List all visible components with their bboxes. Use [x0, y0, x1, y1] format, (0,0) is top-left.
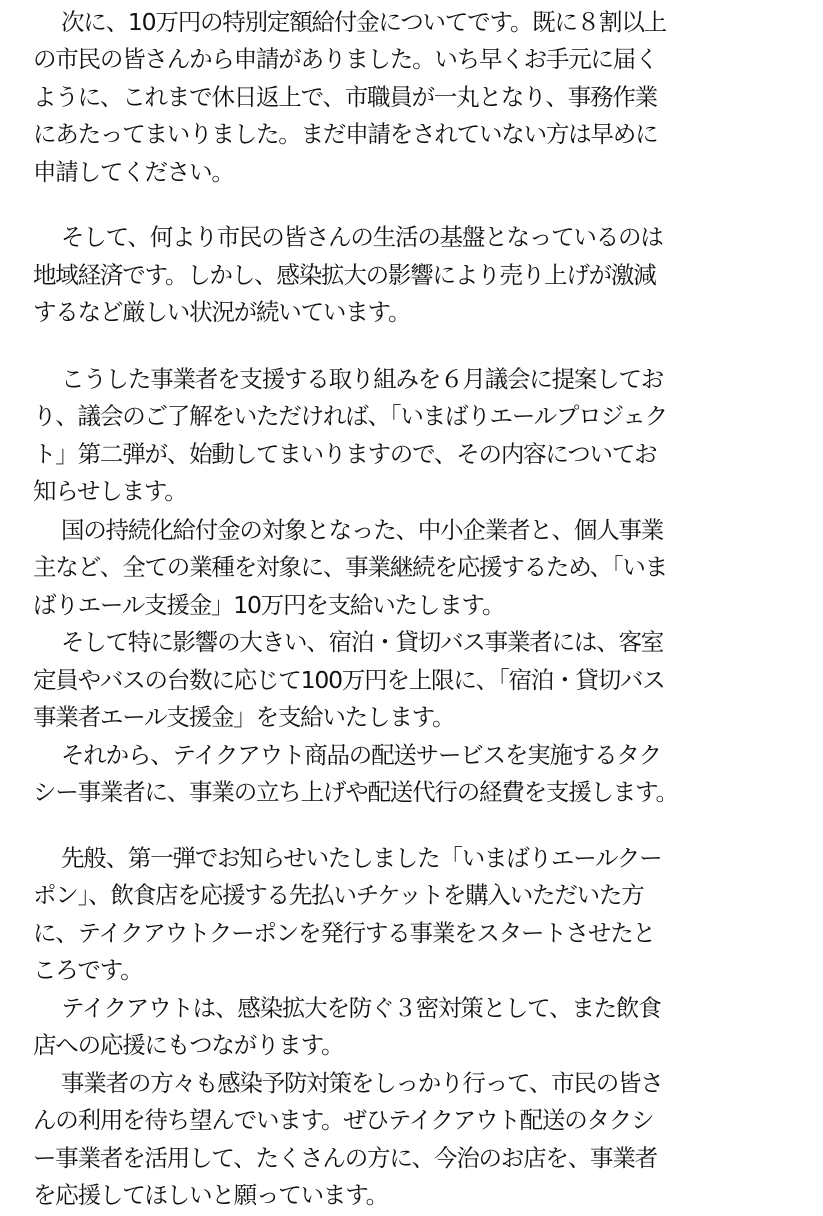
text-line: テイクアウトは、感染拡大を防ぐ３密対策として、また飲食	[61, 993, 661, 1022]
text-line: それから、テイクアウト商品の配送サービスを実施するタク	[61, 740, 661, 769]
text-line: ころです。	[33, 956, 143, 984]
text-line: ように、これまで休日返上で、市職員が一丸となり、事務作業	[33, 82, 657, 111]
text-line: んの利用を待ち望んでいます。ぜひテイクアウト配送のタクシ	[33, 1106, 654, 1134]
text-line: ポン」、飲食店を応援する先払いチケットを購入いただいた方	[33, 881, 644, 909]
text-line: するなど厳しい状況が続いています。	[33, 298, 411, 327]
text-line: シー事業者に、事業の立ち上げや配送代行の経費を支援します。	[33, 778, 678, 807]
text-line: に、テイクアウトクーポンを発行する事業をスタートさせたと	[33, 918, 655, 947]
text-line: 国の持続化給付金の対象となった、中小企業者と、個人事業	[61, 515, 664, 544]
text-line: そして、何より市民の皆さんの生活の基盤となっているのは	[61, 223, 663, 252]
text-line: にあたってまいりました。まだ申請をされていない方は早めに	[33, 120, 658, 149]
text-line: 申請してください。	[33, 157, 234, 186]
text-line: 次に、10万円の特別定額給付金についてです。既に８割以上	[61, 7, 666, 36]
text-line: 店への応援にもつながります。	[33, 1031, 344, 1059]
text-line: 地域経済です。しかし、感染拡大の影響により売り上げが激減	[33, 260, 656, 289]
text-line: そして特に影響の大きい、宿泊・貸切バス事業者には、客室	[61, 628, 664, 657]
text-line: ト」第二弾が、始動してまいりますので、その内容についてお	[33, 439, 657, 468]
text-line: ばりエール支援金」10万円を支給いたします。	[33, 590, 505, 619]
text-line: 事業者の方々も感染予防対策をしっかり行って、市民の皆さ	[61, 1068, 663, 1097]
text-line: 事業者エール支援金」を支給いたします。	[33, 703, 455, 732]
text-line: 主など、全ての業種を対象に、事業継続を応援するため、「いま	[33, 553, 668, 582]
text-line: ー事業者を活用して、たくさんの方に、今治のお店を、事業者	[33, 1143, 657, 1172]
text-line: 先般、第一弾でお知らせいたしました「いまばりエールクー	[61, 843, 662, 872]
text-line: 定員やバスの台数に応じて100万円を上限に、「宿泊・貸切バス	[33, 665, 665, 694]
text-line: り、議会のご了解をいただければ、「いまばりエールプロジェク	[33, 402, 668, 431]
text-line: を応援してほしいと願っています。	[33, 1181, 388, 1209]
text-line: こうした事業者を支援する取り組みを６月議会に提案してお	[61, 364, 664, 393]
text-line: の市民の皆さんから申請がありました。いち早くお手元に届く	[33, 45, 658, 74]
text-line: 知らせします。	[33, 477, 187, 506]
